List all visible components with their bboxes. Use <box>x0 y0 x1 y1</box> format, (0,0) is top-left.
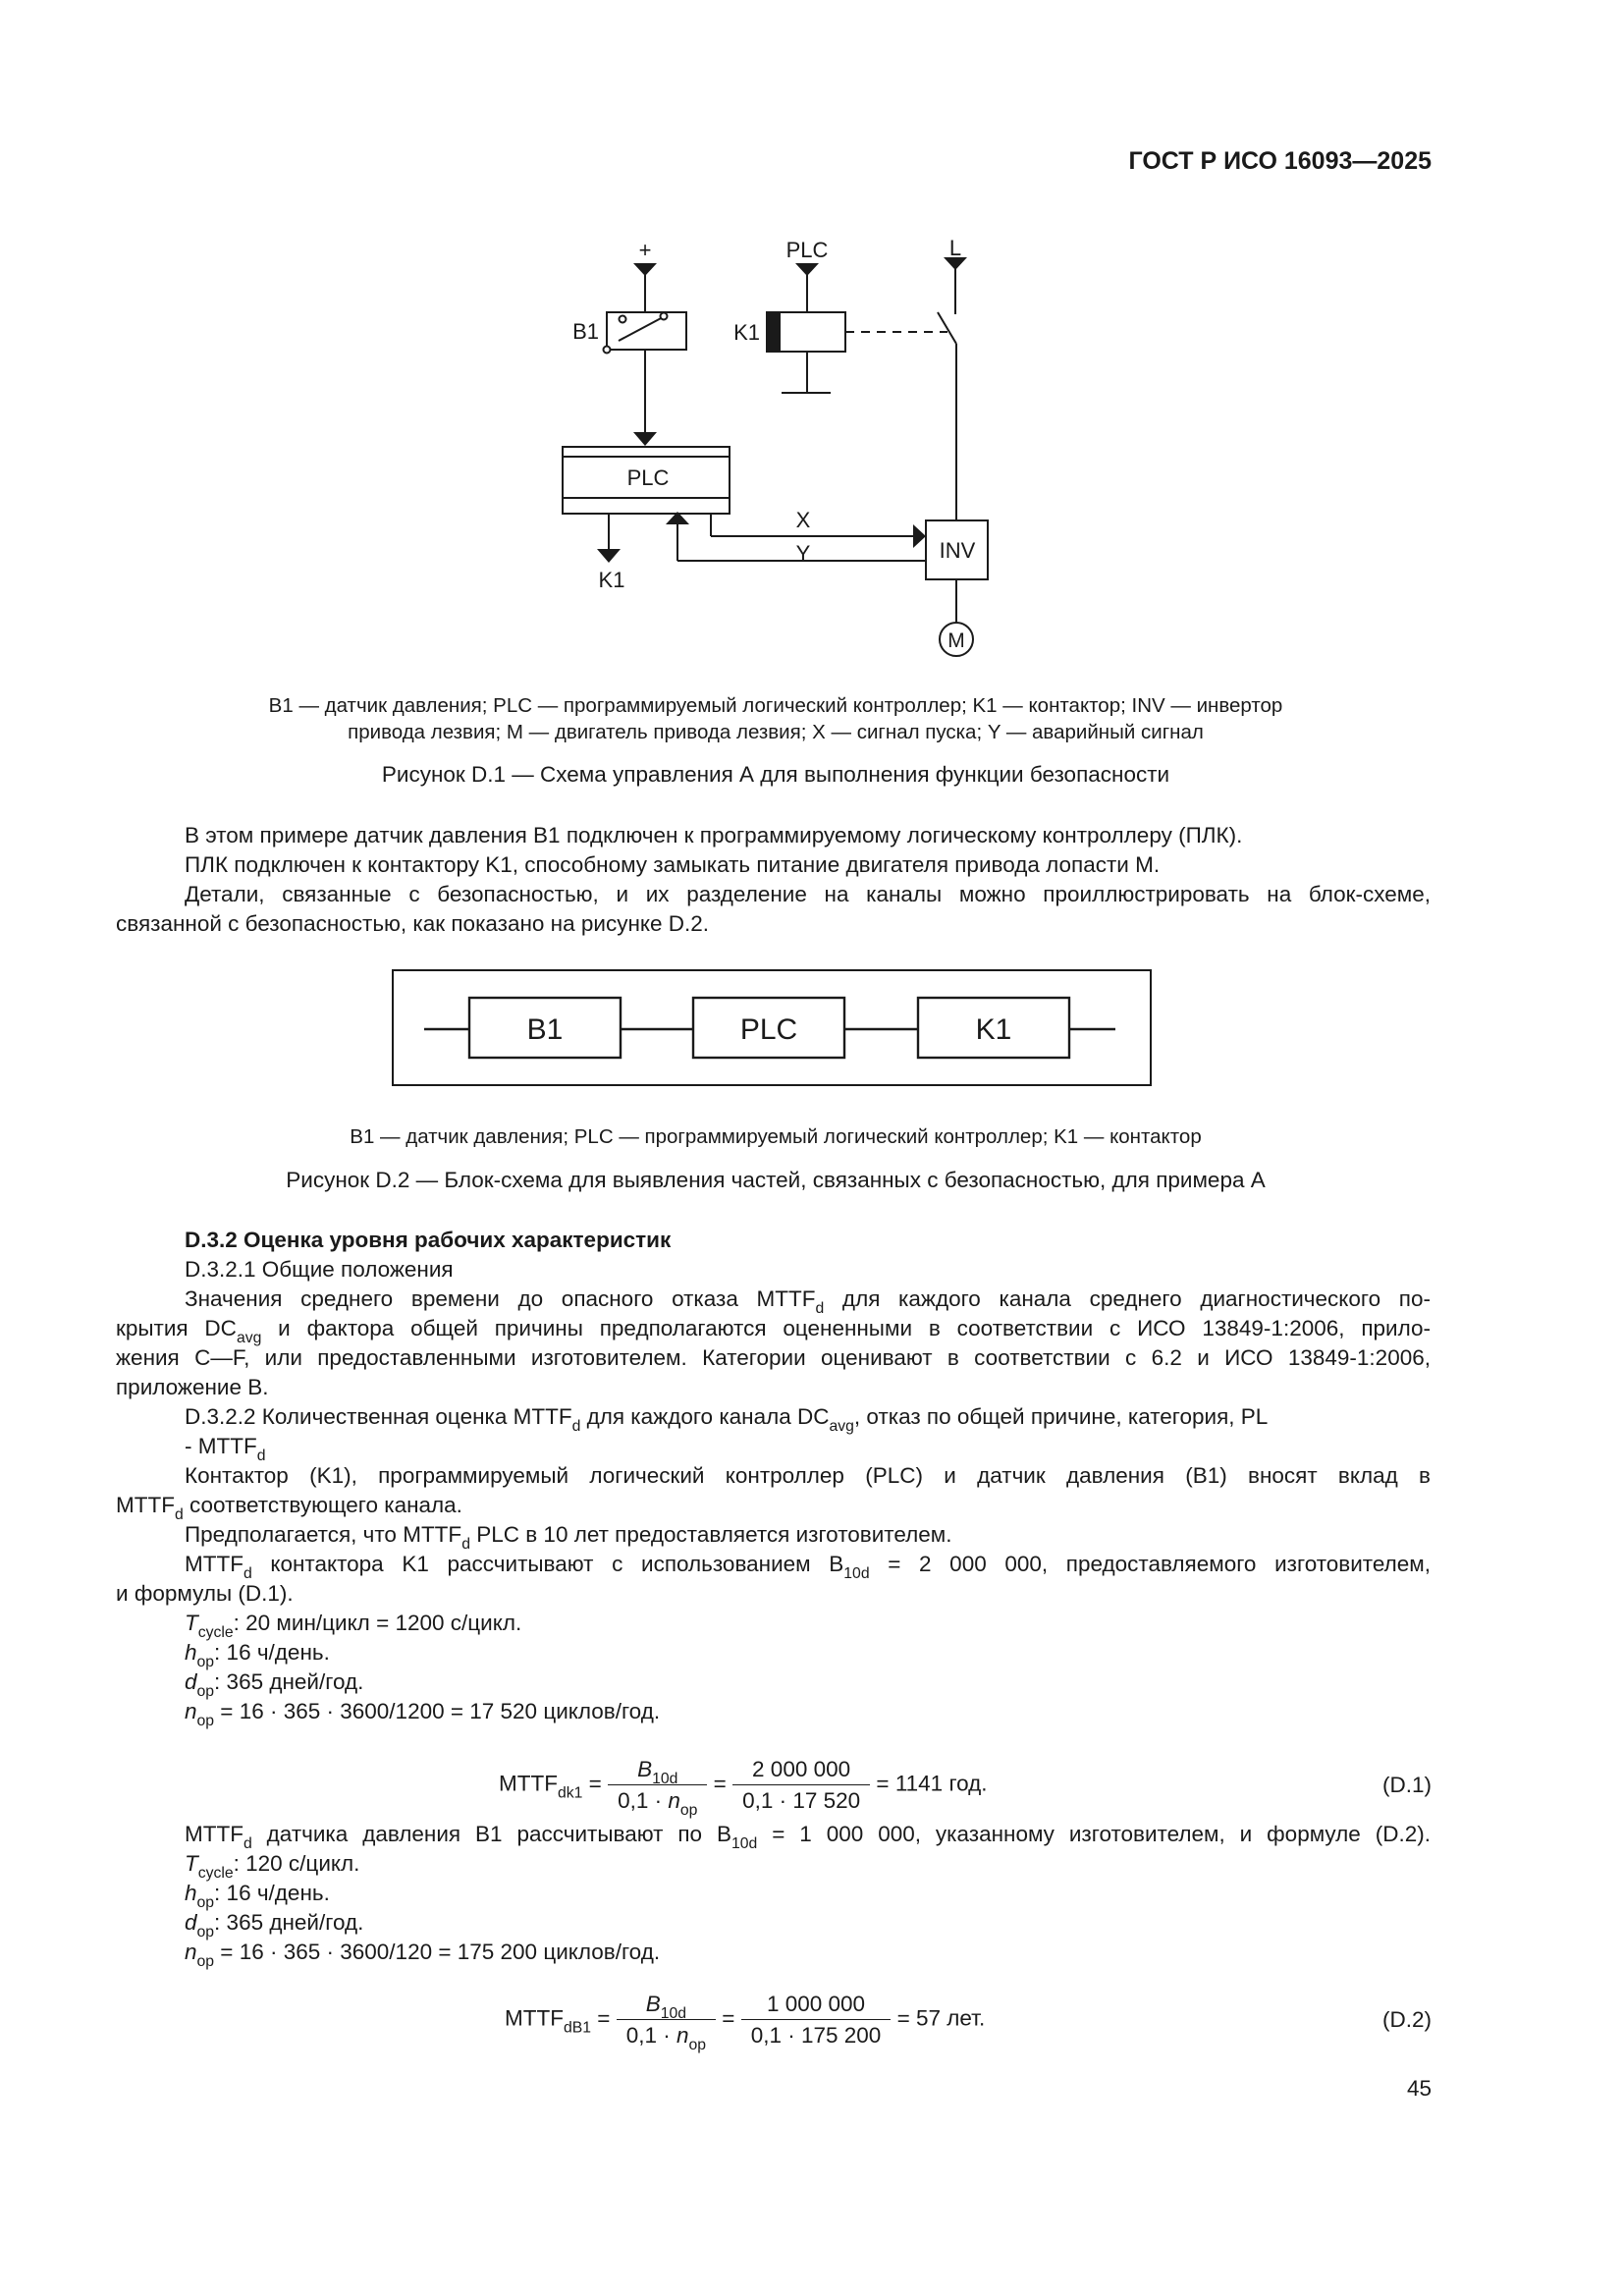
text-line: связанной с безопасностью, как показано на рисунке D.2. <box>116 911 710 936</box>
text-line: жения C—F, или предоставленными изготовителем. Категории оценивают в соответствии с 6.2 и ИСО 13849-1:2006, <box>116 1345 1431 1370</box>
k1-coil-label: K1 <box>733 320 760 345</box>
plc-input-label: PLC <box>785 238 829 262</box>
page-number: 45 <box>1406 2076 1432 2101</box>
inv-label: INV <box>939 538 976 563</box>
text-line: крытия $DC_{avg}$ и фактора общей причины предполагаются оцененными в соответствии с ИСО 13849-1:2006, прило- <box>116 1316 1431 1347</box>
text-line: Предполагается, что $MTTF_d$ PLC в 10 лет предоставляется изготовителем. <box>185 1522 952 1554</box>
block-k1: K1 <box>975 1013 1012 1046</box>
equation-d2-label: (D.2) <box>1382 2007 1432 2032</box>
text-line: приложение B. <box>116 1375 269 1399</box>
safety-block-diagram <box>391 968 1153 1088</box>
text-line: $MTTF_d$ соответствующего канала. <box>116 1493 462 1524</box>
equation-d1: $MTTF_{dk1}$ = $\frac{B_{10d}}{0,1 \cdot n_{op}}$ = $\frac{2 000 000}{0,1 \cdot 17 520}$ = 1141 год. <box>499 1757 988 1820</box>
block-plc: PLC <box>739 1013 798 1046</box>
param-line: $h_{op}$: 16 ч/день. <box>185 1640 330 1671</box>
figure-d2-caption: Рисунок D.2 — Блок-схема для выявления частей, связанных с безопасностью, для примера А <box>286 1168 1266 1192</box>
text-line: ПЛК подключен к контактору K1, способному замыкать питание двигателя привода лопасти M. <box>185 852 1161 877</box>
text-line: $MTTF_d$ контактора K1 рассчитывают с использованием $B_{10d} = 2$ 000 000, предоставляемого изготовителем, <box>185 1552 1431 1583</box>
intro-paragraph <box>116 821 1431 939</box>
text-line: и формулы (D.1). <box>116 1581 294 1606</box>
text-line: Детали, связанные с безопасностью, и их разделение на каналы можно проиллюстрировать на блок-схеме, <box>185 882 1431 906</box>
section-d32 <box>116 1226 1431 1730</box>
figure-d1-legend <box>0 692 1551 745</box>
x-signal-label: X <box>795 508 811 532</box>
param-line: $n_{op} = 16 \cdot 365 \cdot 3600/1200 = 17$ 520 циклов/год. <box>185 1699 661 1730</box>
param-line: $d_{op}$: 365 дней/год. <box>185 1910 364 1941</box>
motor-label: M <box>947 629 965 652</box>
document-id-header: ГОСТ Р ИСО 16093—2025 <box>1128 147 1432 175</box>
b1-label: B1 <box>572 319 599 344</box>
figure-d1-caption: Рисунок D.1 — Схема управления А для выполнения функции безопасности <box>381 762 1170 787</box>
y-signal-label: Y <box>795 541 811 566</box>
subsection-heading: D.3.2.2 Количественная оценка $MTTF_d$ для каждого канала $DC_{avg}$, отказ по общей причине, категория, PL <box>185 1404 1269 1436</box>
block-b1: B1 <box>526 1013 564 1046</box>
text-line: В этом примере датчик давления B1 подключен к программируемому логическому контроллеру (ПЛК). <box>185 823 1243 847</box>
l-label: L <box>948 236 962 260</box>
equation-d2: $MTTF_{dB1}$ = $\frac{B_{10d}}{0,1 \cdot n_{op}}$ = $\frac{1 000 000}{0,1 \cdot 175 200}$ = 57 лет. <box>505 1992 986 2054</box>
control-circuit-diagram <box>530 226 1041 678</box>
fraction: $\frac{B_{10d}}{0,1 \cdot n_{op}}$ <box>608 1755 707 1815</box>
figure-d2-legend: B1 — датчик давления; PLC — программируемый логический контроллер; K1 — контактор <box>350 1125 1202 1148</box>
legend-line: B1 — датчик давления; PLC — программируемый логический контроллер; K1 — контактор; INV — инвертор <box>268 694 1283 717</box>
param-line: $T_{cycle}$: 20 мин/цикл = 1200 с/цикл. <box>185 1611 522 1642</box>
fraction: $\frac{B_{10d}}{0,1 \cdot n_{op}}$ <box>617 1990 716 2050</box>
b1-calc-paragraph <box>116 1820 1432 1971</box>
fraction: $\frac{1 000 000}{0,1 \cdot 175 200}$ <box>741 1990 892 2050</box>
param-line: $n_{op} = 16 \cdot 365 \cdot 3600/120 = 175$ 200 циклов/год. <box>185 1940 661 1971</box>
subsection-heading: D.3.2.1 Общие положения <box>185 1257 454 1282</box>
plus-label: + <box>638 238 652 262</box>
param-line: $d_{op}$: 365 дней/год. <box>185 1669 364 1701</box>
text-line: $MTTF_d$ датчика давления B1 рассчитывают по $B_{10d} = 1$ 000 000, указанному изготовителем, и формуле (D.2). <box>185 1822 1432 1853</box>
text-line: Значения среднего времени до опасного отказа $MTTF_d$ для каждого канала среднего диагностического по- <box>185 1286 1431 1318</box>
fraction: $\frac{2 000 000}{0,1 \cdot 17 520}$ <box>732 1755 870 1815</box>
legend-line: привода лезвия; M — двигатель привода лезвия; X — сигнал пуска; Y — аварийный сигнал <box>348 721 1204 743</box>
param-line: $h_{op}$: 16 ч/день. <box>185 1881 330 1912</box>
text-line: Контактор (K1), программируемый логический контроллер (PLC) и датчик давления (B1) вносят вклад в <box>185 1463 1431 1488</box>
param-line: $T_{cycle}$: 120 с/цикл. <box>185 1851 360 1883</box>
k1-output-label: K1 <box>598 568 625 592</box>
equation-d1-label: (D.1) <box>1382 1773 1432 1797</box>
plc-box-label: PLC <box>626 465 670 490</box>
subsection-heading-cont: - $MTTF_d$ <box>185 1434 266 1465</box>
section-heading: D.3.2 Оценка уровня рабочих характеристик <box>185 1228 672 1252</box>
